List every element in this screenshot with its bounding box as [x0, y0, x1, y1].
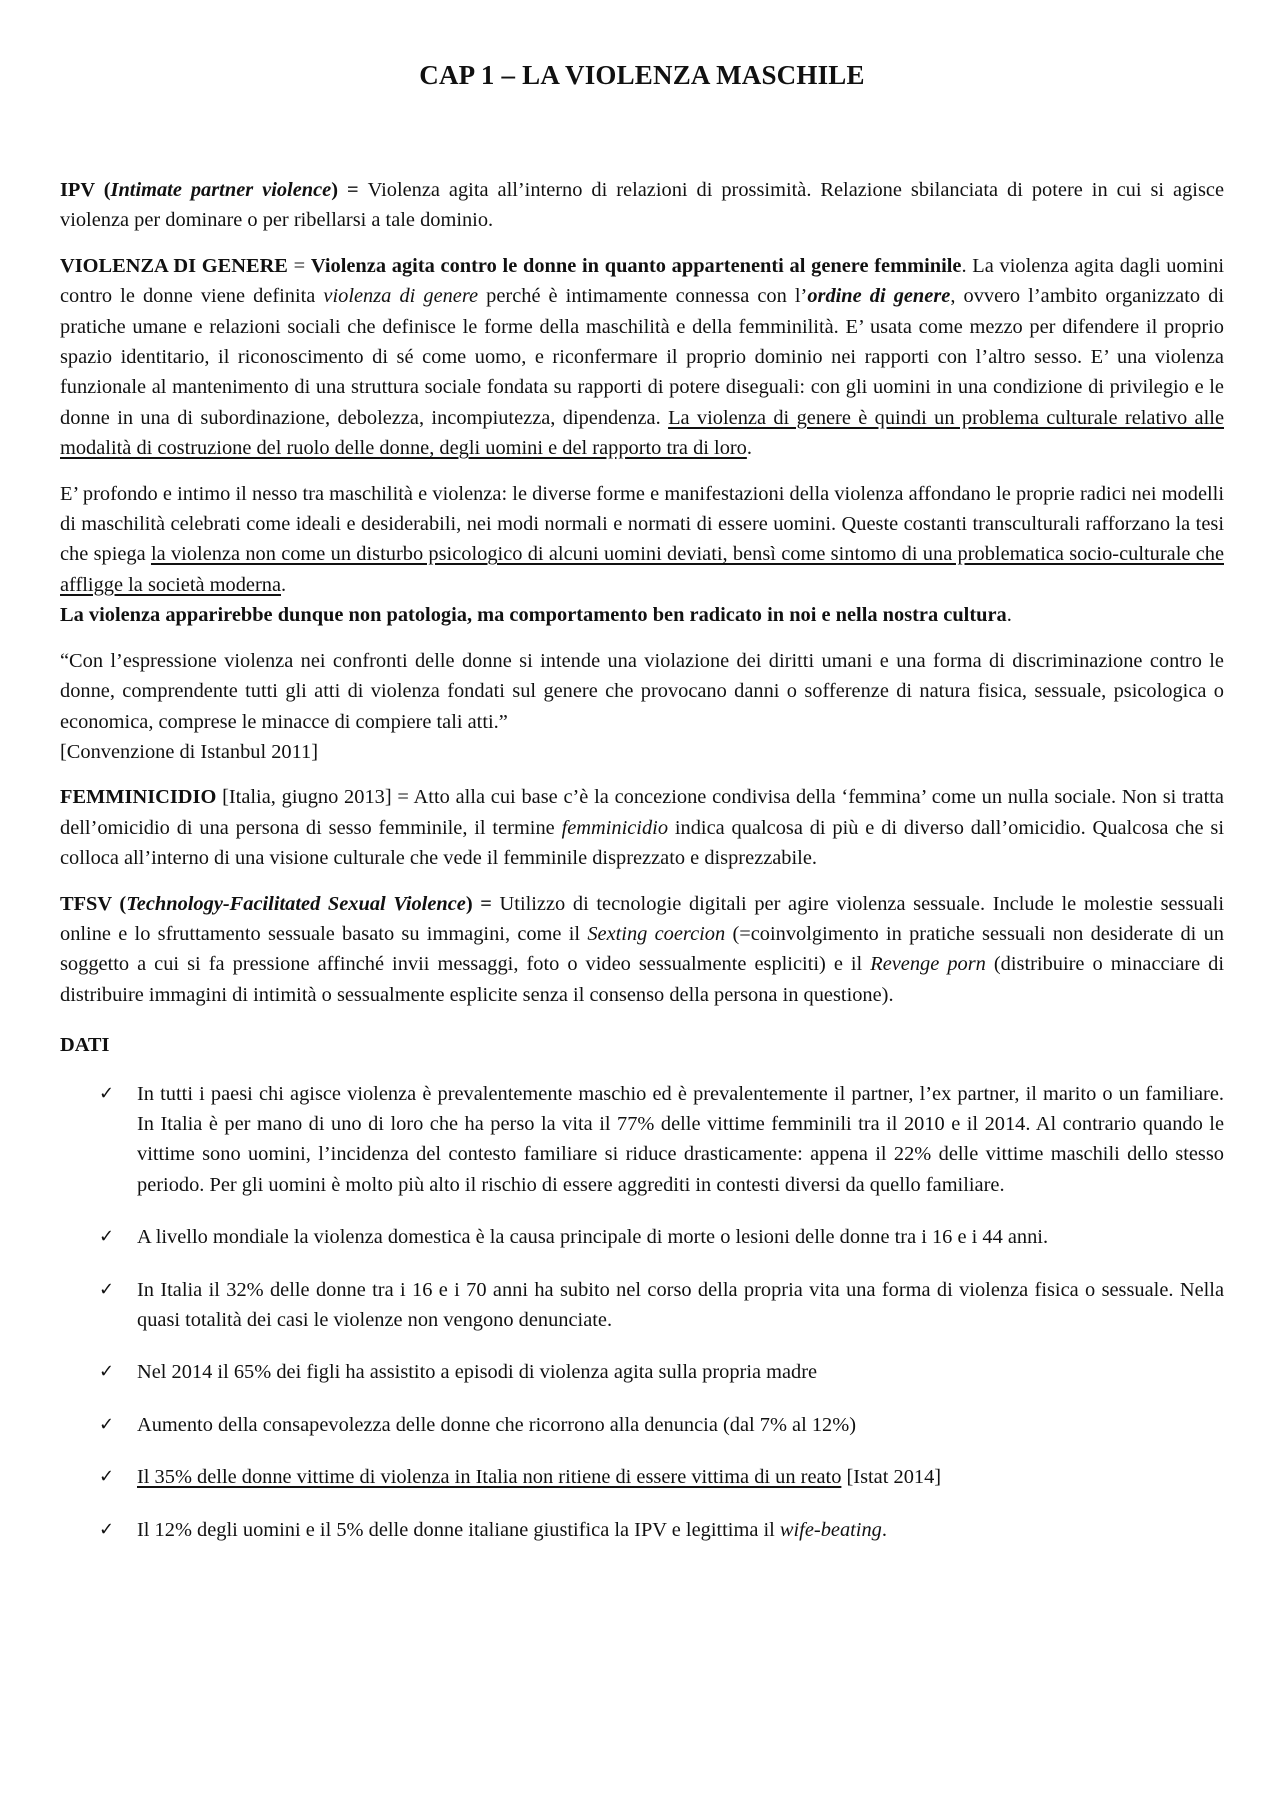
istanbul-quote: “Con l’espressione violenza nei confronti delle donne si intende una violazione dei diritti umani e una forma di discriminazione contro le donne, comprendente tutti gli atti di violenza fondati sul genere che provocano danni o sofferenze di natura fisica, sessuale, psicologica o economica, comprese le minacce di compiere tali atti.”	[60, 649, 1224, 733]
checkmark-icon: ✓	[99, 1226, 115, 1248]
ipv-definition: Violenza agita all’interno di relazioni di prossimità. Relazione sbilanciata di potere in cui si agisce violenza per dominare o per ribellarsi a tale dominio.	[60, 179, 1225, 232]
femminicidio-term: FEMMINICIDIO	[60, 786, 217, 809]
tfsv-term: TFSV	[60, 892, 112, 915]
document-page	[60, 0, 1224, 1545]
list-item: ✓ Aumento della consapevolezza delle donne che ricorrono alla denuncia (dal 7% al 12%)	[60, 1410, 1224, 1440]
femminicidio-paragraph: FEMMINICIDIO [Italia, giugno 2013] = Atto alla cui base c’è la concezione condivisa della ‘femmina’ come un nulla sociale. Non si tratta dell’omicidio di una persona di sesso femminile, il termine femminicidio indica qualcosa di più e di diverso dall’omicidio. Qualcosa che si colloca all’interno di una visione culturale che vede il femminile disprezzato e disprezzabile.	[60, 786, 1225, 870]
list-item: ✓ In Italia il 32% delle donne tra i 16 e i 70 anni ha subito nel corso della propria vita una forma di violenza fisica o sessuale. Nella quasi totalità dei casi le violenze non vengono denunciate.	[60, 1275, 1224, 1336]
ipv-term-english: Intimate partner violence	[110, 179, 332, 201]
violenza-genere-term: VIOLENZA DI GENERE	[60, 254, 288, 277]
checkmark-icon: ✓	[99, 1361, 115, 1383]
underlined-statement: Il 35% delle donne vittime di violenza in Italia non ritiene di essere vittima di un reato	[137, 1466, 842, 1489]
page-title: CAP 1 – LA VIOLENZA MASCHILE	[419, 60, 865, 90]
violenza-genere-definition: Violenza agita contro le donne in quanto appartenenti al genere femminile	[310, 254, 962, 277]
ipv-term: IPV	[60, 179, 95, 201]
dati-heading: DATI	[60, 1034, 110, 1057]
list-item: ✓ Nel 2014 il 65% dei figli ha assistito a episodi di violenza agita sulla propria madre	[60, 1357, 1224, 1387]
tfsv-paragraph: TFSV (Technology-Facilitated Sexual Violence) = Utilizzo di tecnologie digitali per agire violenza sessuale. Include le molestie sessuali online e lo sfruttamento sessuale basato su immagini, come il Sexting coercion (=coinvolgimento in pratiche sessuali non desiderate di un soggetto a cui si fa pressione affinché invii messaggi, foto o video sessualmente espliciti) e il Revenge porn (distribuire o minacciare di distribuire immagini di intimità o sessualmente esplicite senza il consenso della persona in questione).	[60, 892, 1224, 1006]
dati-list	[60, 1079, 1224, 1545]
tfsv-term-english: Technology-Facilitated Sexual Violence	[126, 892, 466, 915]
istanbul-source: [Convenzione di Istanbul 2011]	[60, 740, 319, 763]
checkmark-icon: ✓	[99, 1082, 115, 1104]
checkmark-icon: ✓	[99, 1518, 115, 1540]
istanbul-quote-paragraph	[60, 646, 1224, 768]
underlined-statement: la violenza non come un disturbo psicologico di alcuni uomini deviati, bensì come sintomo di una problematica socio-culturale che affligge la società moderna	[60, 543, 1224, 596]
checkmark-icon: ✓	[99, 1466, 115, 1488]
violenza-genere-paragraph: VIOLENZA DI GENERE = Violenza agita contro le donne in quanto appartenenti al genere femminile. La violenza agita dagli uomini contro le donne viene definita violenza di genere perché è intimamente connessa con l’ordine di genere, ovvero l’ambito organizzato di pratiche umane e relazioni sociali che definisce le forme della maschilità e della femminilità. E’ usata come mezzo per difendere il proprio spazio identitario, il riconoscimento di sé come uomo, e riconfermare il proprio dominio nei rapporti con l’altro sesso. E’ una violenza funzionale al mantenimento di una struttura sociale fondata su rapporti di potere diseguali: con gli uomini in una condizione di privilegio e le donne in una di subordinazione, debolezza, incompiutezza, dipendenza. La violenza di genere è quindi un problema culturale relativo alle modalità di costruzione del ruolo delle donne, degli uomini e del rapporto tra di loro.	[60, 254, 1225, 460]
list-item: ✓ In tutti i paesi chi agisce violenza è prevalentemente maschio ed è prevalentemente il partner, l’ex partner, il marito o un familiare. In Italia è per mano di uno di loro che ha perso la vita il 77% delle vittime femminili tra il 2010 e il 2014. Al contrario quando le vittime sono uomini, l’incidenza del contesto familiare si riduce drasticamente: appena il 22% delle vittime maschili dello stesso periodo. Per gli uomini è molto più alto il rischio di essere aggrediti in contesti diversi da quello familiare.	[60, 1079, 1224, 1201]
nesso-paragraph: E’ profondo e intimo il nesso tra maschilità e violenza: le diverse forme e manifestazioni della violenza affondano le proprie radici nei modelli di maschilità celebrati come ideali e desiderabili, nei modi normali e normati di essere uomini. Queste costanti transculturali rafforzano la tesi che spiega la violenza non come un disturbo psicologico di alcuni uomini deviati, bensì come sintomo di una problematica socio-culturale che affligge la società moderna. La violenza apparirebbe dunque non patologia, ma comportamento ben radicato in noi e nella nostra cultura.	[60, 482, 1224, 627]
underlined-statement: La violenza di genere è quindi un problema culturale relativo alle modalità di costruzione del ruolo delle donne, degli uomini e del rapporto tra di loro	[60, 406, 1224, 460]
list-item: ✓ Il 35% delle donne vittime di violenza in Italia non ritiene di essere vittima di un reato [Istat 2014]	[60, 1462, 1224, 1492]
checkmark-icon: ✓	[99, 1413, 115, 1435]
ipv-paragraph: IPV (Intimate partner violence) = Violenza agita all’interno di relazioni di prossimità. Relazione sbilanciata di potere in cui si agisce violenza per dominare o per ribellarsi a tale dominio.	[60, 179, 1225, 232]
list-item: ✓ Il 12% degli uomini e il 5% delle donne italiane giustifica la IPV e legittima il wife-beating.	[60, 1515, 1224, 1545]
list-item: ✓ A livello mondiale la violenza domestica è la causa principale di morte o lesioni delle donne tra i 16 e i 44 anni.	[60, 1222, 1224, 1252]
checkmark-icon: ✓	[99, 1278, 115, 1300]
bold-conclusion: La violenza apparirebbe dunque non patologia, ma comportamento ben radicato in noi e nella nostra cultura	[60, 604, 1007, 627]
